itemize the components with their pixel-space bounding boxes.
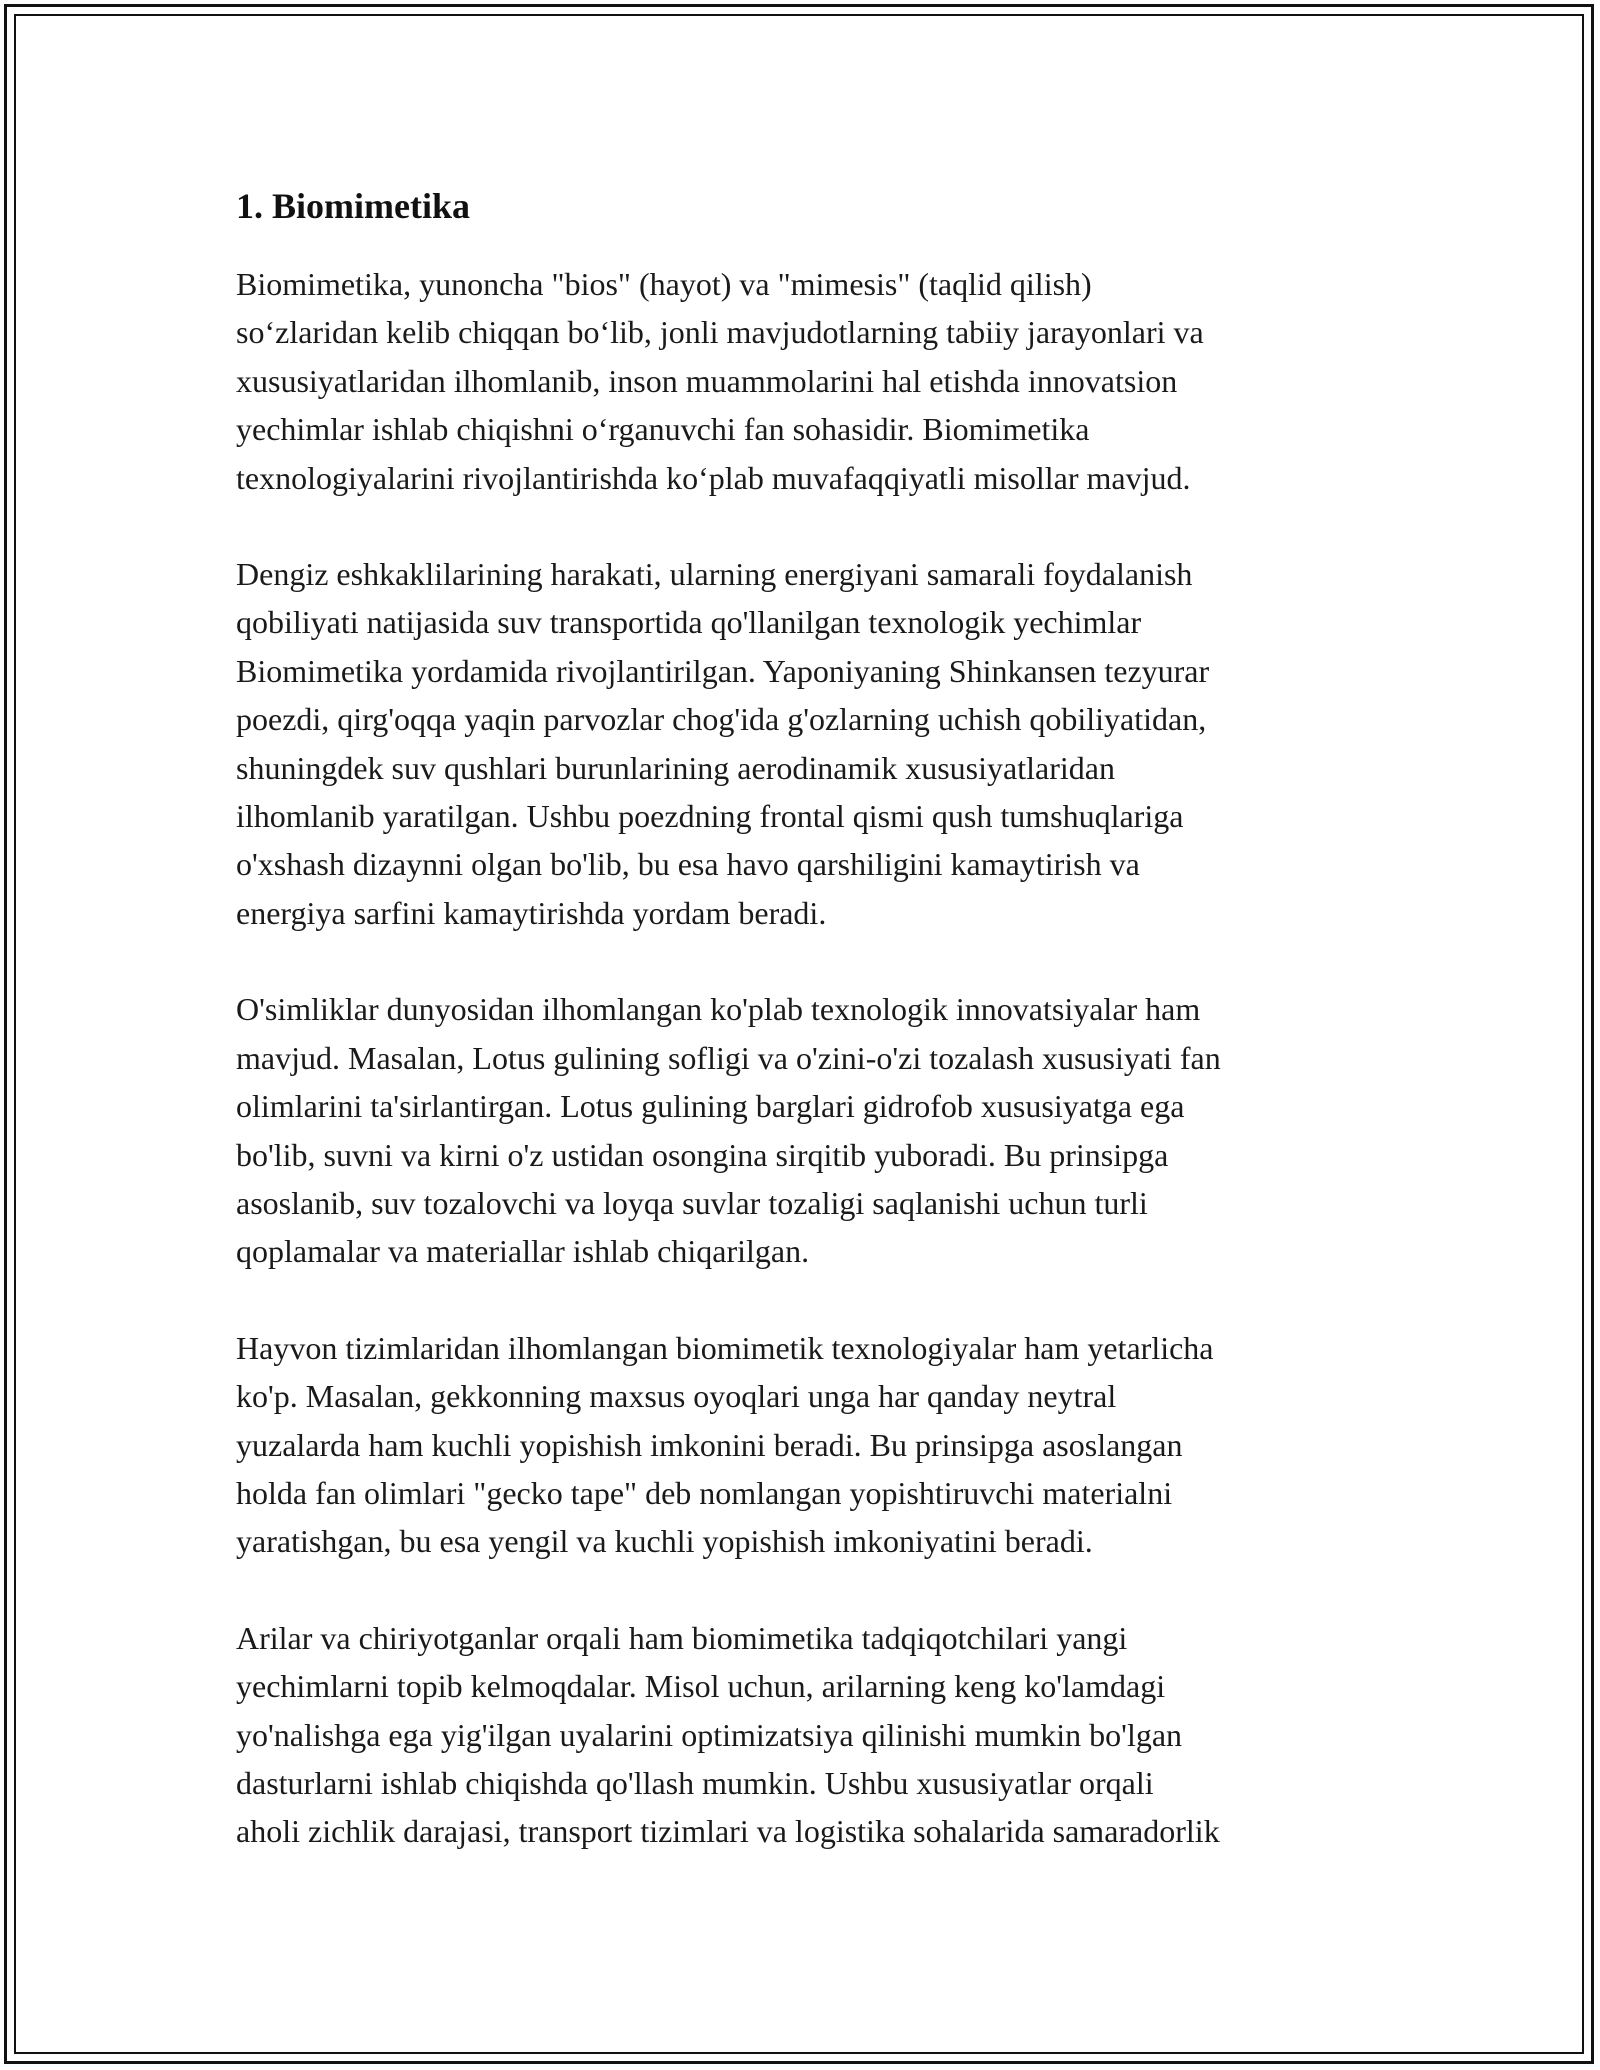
document-body — [236, 182, 1376, 1904]
text-line: energiya sarfini kamaytirishda yordam beradi. — [236, 894, 827, 931]
text-line: olimlarini ta'sirlantirgan. Lotus gulining barglari gidrofob xususiyatga ega — [236, 1088, 1185, 1125]
paragraph-bees — [236, 1614, 1376, 1856]
text-line: holda fan olimlari "gecko tape" deb nomlangan yopishtiruvchi materialni — [236, 1474, 1173, 1511]
text-line: qobiliyati natijasida suv transportida qo'llanilgan texnologik yechimlar — [236, 604, 1142, 641]
text-line: o'xshash dizaynni olgan bo'lib, bu esa havo qarshiligini kamaytirish va — [236, 846, 1140, 883]
text-line: texnologiyalarini rivojlantirishda ko‘plab muvafaqqiyatli misollar mavjud. — [236, 459, 1191, 496]
text-line: Arilar va chiriyotganlar orqali ham biomimetika tadqiqotchilari yangi — [236, 1619, 1128, 1656]
text-line: Biomimetika, yunoncha "bios" (hayot) va "mimesis" (taqlid qilish) — [236, 266, 1092, 302]
text-line: shuningdek suv qushlari burunlarining aerodinamik xususiyatlaridan — [236, 749, 1115, 786]
text-line: asoslanib, suv tozalovchi va loyqa suvlar tozaligi saqlanishi uchun turli — [236, 1184, 1148, 1221]
page-title: 1. Biomimetika — [236, 186, 470, 226]
text-line: aholi zichlik darajasi, transport tizimlari va logistika sohalarida samaradorlik — [236, 1813, 1220, 1850]
text-line: mavjud. Masalan, Lotus gulining sofligi va o'zini-o'zi tozalash xususiyati fan — [236, 1039, 1221, 1076]
paragraph-plants — [236, 985, 1376, 1275]
text-line: qoplamalar va materiallar ishlab chiqarilgan. — [236, 1233, 810, 1270]
text-line: poezdi, qirg'oqqa yaqin parvozlar chog'ida g'ozlarning uchish qobiliyatidan, — [236, 701, 1207, 738]
text-line: so‘zlaridan kelib chiqqan bo‘lib, jonli mavjudotlarning tabiiy jarayonlari va — [236, 314, 1204, 351]
text-line: yechimlarni topib kelmoqdalar. Misol uchun, arilarning keng ko'lamdagi — [236, 1668, 1166, 1705]
text-line: Biomimetika yordamida rivojlantirilgan. Yaponiyaning Shinkansen tezyurar — [236, 652, 1210, 689]
paragraph-animals — [236, 1324, 1376, 1566]
text-line: Hayvon tizimlaridan ilhomlangan biomimetik texnologiyalar ham yetarlicha — [236, 1329, 1214, 1366]
text-line: yechimlar ishlab chiqishni o‘rganuvchi fan sohasidir. Biomimetika — [236, 411, 1090, 448]
text-line: yo'nalishga ega yig'ilgan uyalarini optimizatsiya qilinishi mumkin bo'lgan — [236, 1716, 1183, 1753]
text-line: ko'p. Masalan, gekkonning maxsus oyoqlari unga har qanday neytral — [236, 1378, 1117, 1415]
text-line: O'simliklar dunyosidan ilhomlangan ko'plab texnologik innovatsiyalar ham — [236, 991, 1201, 1028]
text-line: yaratishgan, bu esa yengil va kuchli yopishish imkoniyatini beradi. — [236, 1523, 1093, 1560]
text-line: ilhomlanib yaratilgan. Ushbu poezdning frontal qismi qush tumshuqlariga — [236, 798, 1184, 835]
text-line: Dengiz eshkaklilarining harakati, ularning energiyani samarali foydalanish — [236, 556, 1193, 593]
text-line: dasturlarni ishlab chiqishda qo'llash mumkin. Ushbu xususiyatlar orqali — [236, 1764, 1154, 1801]
paragraph-marine — [236, 550, 1376, 937]
text-line: bo'lib, suvni va kirni o'z ustidan osongina sirqitib yuboradi. Bu prinsipga — [236, 1136, 1169, 1173]
text-line: xususiyatlaridan ilhomlanib, inson muammolarini hal etishda innovatsion — [236, 362, 1178, 399]
text-line: yuzalarda ham kuchli yopishish imkonini beradi. Bu prinsipga asoslangan — [236, 1426, 1183, 1463]
paragraph-intro — [236, 260, 1376, 502]
